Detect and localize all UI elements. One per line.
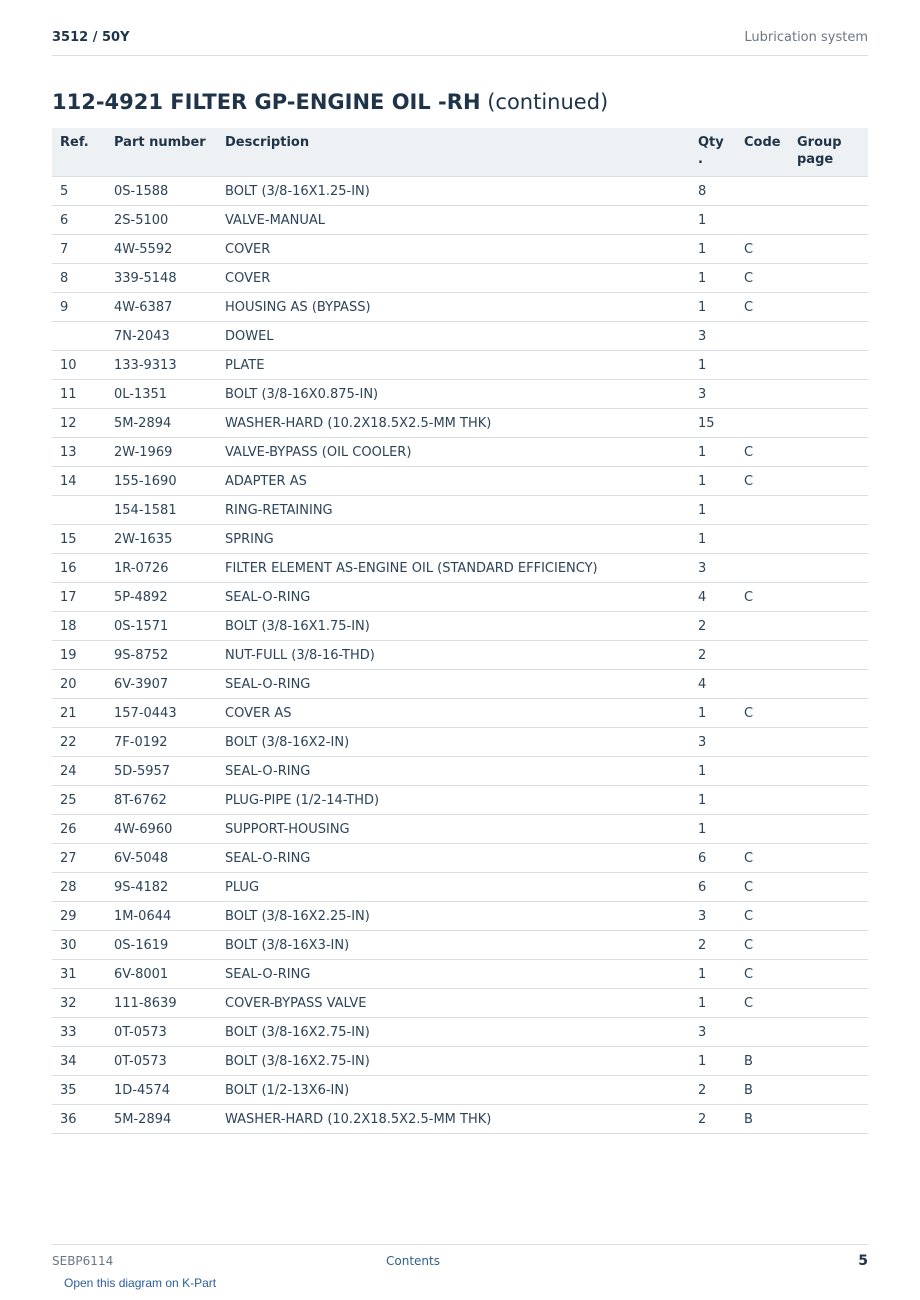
description-cell: VALVE-BYPASS (OIL COOLER) <box>217 438 690 467</box>
part-number-cell: 2W-1635 <box>106 525 217 554</box>
description-cell: PLUG <box>217 873 690 902</box>
part-number-cell: 4W-6960 <box>106 815 217 844</box>
table-row <box>52 728 868 757</box>
ref-cell: 27 <box>52 844 106 873</box>
group-page-cell <box>789 815 868 844</box>
code-cell: C <box>736 699 789 728</box>
description-cell: BOLT (3/8-16X2.75-IN) <box>217 1018 690 1047</box>
part-number-cell: 0S-1588 <box>106 177 217 206</box>
ref-cell: 14 <box>52 467 106 496</box>
ref-cell: 24 <box>52 757 106 786</box>
page-title-main: 112-4921 FILTER GP-ENGINE OIL -RH <box>52 90 481 114</box>
group-page-cell <box>789 960 868 989</box>
qty-cell: 1 <box>690 757 736 786</box>
code-cell <box>736 409 789 438</box>
ref-cell: 33 <box>52 1018 106 1047</box>
group-page-cell <box>789 757 868 786</box>
group-page-cell <box>789 583 868 612</box>
group-page-cell <box>789 844 868 873</box>
ref-cell: 12 <box>52 409 106 438</box>
qty-cell: 8 <box>690 177 736 206</box>
description-cell: BOLT (1/2-13X6-IN) <box>217 1076 690 1105</box>
qty-cell: 2 <box>690 931 736 960</box>
table-row <box>52 960 868 989</box>
description-cell: DOWEL <box>217 322 690 351</box>
qty-cell: 1 <box>690 815 736 844</box>
part-number-cell: 0T-0573 <box>106 1018 217 1047</box>
table-row <box>52 554 868 583</box>
table-row <box>52 235 868 264</box>
group-page-cell <box>789 351 868 380</box>
code-cell: C <box>736 264 789 293</box>
table-row <box>52 293 868 322</box>
part-number-cell: 155-1690 <box>106 467 217 496</box>
ref-cell: 15 <box>52 525 106 554</box>
code-cell: B <box>736 1105 789 1134</box>
group-page-cell <box>789 380 868 409</box>
description-cell: HOUSING AS (BYPASS) <box>217 293 690 322</box>
group-page-cell <box>789 235 868 264</box>
group-page-cell <box>789 931 868 960</box>
ref-cell: 25 <box>52 786 106 815</box>
description-cell: ADAPTER AS <box>217 467 690 496</box>
ref-cell: 29 <box>52 902 106 931</box>
code-cell <box>736 496 789 525</box>
ref-cell: 7 <box>52 235 106 264</box>
qty-cell: 1 <box>690 496 736 525</box>
ref-cell: 21 <box>52 699 106 728</box>
group-page-cell <box>789 670 868 699</box>
description-cell: WASHER-HARD (10.2X18.5X2.5-MM THK) <box>217 409 690 438</box>
qty-cell: 4 <box>690 583 736 612</box>
parts-table-header <box>52 128 868 177</box>
table-row <box>52 1047 868 1076</box>
part-number-cell: 133-9313 <box>106 351 217 380</box>
ref-cell: 13 <box>52 438 106 467</box>
ref-cell: 11 <box>52 380 106 409</box>
description-cell: COVER-BYPASS VALVE <box>217 989 690 1018</box>
description-cell: BOLT (3/8-16X1.75-IN) <box>217 612 690 641</box>
code-cell <box>736 351 789 380</box>
description-cell: COVER AS <box>217 699 690 728</box>
qty-cell: 3 <box>690 322 736 351</box>
description-cell: BOLT (3/8-16X2.25-IN) <box>217 902 690 931</box>
group-page-cell <box>789 322 868 351</box>
table-row <box>52 757 868 786</box>
group-page-cell <box>789 177 868 206</box>
part-number-cell: 1M-0644 <box>106 902 217 931</box>
description-cell: SEAL-O-RING <box>217 960 690 989</box>
code-cell: C <box>736 844 789 873</box>
group-page-cell <box>789 496 868 525</box>
table-row <box>52 815 868 844</box>
description-cell: COVER <box>217 264 690 293</box>
qty-cell: 3 <box>690 902 736 931</box>
code-cell: B <box>736 1076 789 1105</box>
ref-cell: 9 <box>52 293 106 322</box>
qty-cell: 2 <box>690 1076 736 1105</box>
description-cell: SEAL-O-RING <box>217 583 690 612</box>
group-page-cell <box>789 1076 868 1105</box>
table-row <box>52 264 868 293</box>
ref-cell: 30 <box>52 931 106 960</box>
qty-cell: 4 <box>690 670 736 699</box>
group-page-cell <box>789 1018 868 1047</box>
description-cell: NUT-FULL (3/8-16-THD) <box>217 641 690 670</box>
ref-cell <box>52 496 106 525</box>
qty-cell: 2 <box>690 612 736 641</box>
group-page-cell <box>789 438 868 467</box>
part-number-cell: 2W-1969 <box>106 438 217 467</box>
qty-cell: 1 <box>690 1047 736 1076</box>
code-cell: C <box>736 960 789 989</box>
description-cell: PLATE <box>217 351 690 380</box>
part-number-cell: 5M-2894 <box>106 409 217 438</box>
part-number-cell: 5M-2894 <box>106 1105 217 1134</box>
table-row <box>52 351 868 380</box>
part-number-cell: 5P-4892 <box>106 583 217 612</box>
part-number-cell: 5D-5957 <box>106 757 217 786</box>
section-label: Lubrication system <box>744 30 868 45</box>
part-number-cell: 6V-5048 <box>106 844 217 873</box>
ref-cell: 19 <box>52 641 106 670</box>
table-row <box>52 989 868 1018</box>
description-cell: VALVE-MANUAL <box>217 206 690 235</box>
qty-cell: 1 <box>690 699 736 728</box>
description-cell: SEAL-O-RING <box>217 757 690 786</box>
part-number-cell: 339-5148 <box>106 264 217 293</box>
ref-cell: 22 <box>52 728 106 757</box>
qty-cell: 1 <box>690 467 736 496</box>
group-page-cell <box>789 641 868 670</box>
group-page-cell <box>789 554 868 583</box>
table-row <box>52 583 868 612</box>
description-cell: SUPPORT-HOUSING <box>217 815 690 844</box>
part-number-cell: 1D-4574 <box>106 1076 217 1105</box>
table-row <box>52 786 868 815</box>
table-row <box>52 525 868 554</box>
qty-cell: 3 <box>690 380 736 409</box>
table-row <box>52 670 868 699</box>
ref-cell: 35 <box>52 1076 106 1105</box>
code-cell <box>736 177 789 206</box>
qty-cell: 6 <box>690 873 736 902</box>
group-page-cell <box>789 264 868 293</box>
kpart-diagram-link[interactable]: Open this diagram on K-Part <box>64 1276 217 1290</box>
description-cell: SPRING <box>217 525 690 554</box>
document-id: SEBP6114 <box>52 1254 114 1268</box>
part-number-cell: 111-8639 <box>106 989 217 1018</box>
table-row <box>52 380 868 409</box>
contents-link[interactable]: Contents <box>386 1254 440 1268</box>
part-number-cell: 0S-1571 <box>106 612 217 641</box>
page-footer <box>52 1244 868 1275</box>
ref-cell: 20 <box>52 670 106 699</box>
code-cell <box>736 322 789 351</box>
table-row <box>52 409 868 438</box>
parts-table <box>52 128 868 1134</box>
description-cell: BOLT (3/8-16X2.75-IN) <box>217 1047 690 1076</box>
part-number-cell: 9S-8752 <box>106 641 217 670</box>
description-cell: FILTER ELEMENT AS-ENGINE OIL (STANDARD EFFICIENCY) <box>217 554 690 583</box>
description-cell: BOLT (3/8-16X1.25-IN) <box>217 177 690 206</box>
part-number-cell: 154-1581 <box>106 496 217 525</box>
description-cell: BOLT (3/8-16X2-IN) <box>217 728 690 757</box>
code-cell: C <box>736 438 789 467</box>
ref-cell: 36 <box>52 1105 106 1134</box>
group-page-cell <box>789 206 868 235</box>
part-number-cell: 8T-6762 <box>106 786 217 815</box>
code-cell: C <box>736 873 789 902</box>
qty-cell: 2 <box>690 641 736 670</box>
part-number-cell: 2S-5100 <box>106 206 217 235</box>
group-page-cell <box>789 293 868 322</box>
ref-cell: 10 <box>52 351 106 380</box>
model-label: 3512 / 50Y <box>52 30 130 45</box>
table-row <box>52 902 868 931</box>
description-cell: BOLT (3/8-16X3-IN) <box>217 931 690 960</box>
qty-cell: 1 <box>690 960 736 989</box>
code-cell <box>736 554 789 583</box>
qty-cell: 1 <box>690 351 736 380</box>
qty-cell: 3 <box>690 1018 736 1047</box>
page-header <box>52 28 868 56</box>
table-row <box>52 699 868 728</box>
qty-cell: 1 <box>690 525 736 554</box>
group-page-cell <box>789 612 868 641</box>
table-row <box>52 322 868 351</box>
qty-cell: 2 <box>690 1105 736 1134</box>
part-number-cell: 1R-0726 <box>106 554 217 583</box>
description-cell: RING-RETAINING <box>217 496 690 525</box>
group-page-cell <box>789 873 868 902</box>
qty-cell: 1 <box>690 206 736 235</box>
ref-cell: 6 <box>52 206 106 235</box>
code-cell <box>736 815 789 844</box>
part-number-cell: 7F-0192 <box>106 728 217 757</box>
part-number-cell: 0L-1351 <box>106 380 217 409</box>
table-row <box>52 467 868 496</box>
ref-cell: 34 <box>52 1047 106 1076</box>
group-page-cell <box>789 1047 868 1076</box>
group-page-cell <box>789 525 868 554</box>
code-cell: C <box>736 293 789 322</box>
table-row <box>52 844 868 873</box>
code-cell: C <box>736 989 789 1018</box>
ref-cell: 26 <box>52 815 106 844</box>
part-number-cell: 6V-3907 <box>106 670 217 699</box>
table-row <box>52 1076 868 1105</box>
col-header-ref: Ref. <box>52 128 106 177</box>
table-row <box>52 931 868 960</box>
page-title-suffix: (continued) <box>487 90 609 114</box>
code-cell <box>736 757 789 786</box>
table-row <box>52 496 868 525</box>
description-cell: SEAL-O-RING <box>217 844 690 873</box>
table-row <box>52 1105 868 1134</box>
code-cell <box>736 1018 789 1047</box>
code-cell: C <box>736 902 789 931</box>
ref-cell: 5 <box>52 177 106 206</box>
code-cell: C <box>736 467 789 496</box>
part-number-cell: 4W-6387 <box>106 293 217 322</box>
ref-cell: 17 <box>52 583 106 612</box>
page-number: 5 <box>858 1253 868 1269</box>
qty-cell: 6 <box>690 844 736 873</box>
group-page-cell <box>789 989 868 1018</box>
group-page-cell <box>789 467 868 496</box>
code-cell <box>736 670 789 699</box>
description-cell: SEAL-O-RING <box>217 670 690 699</box>
code-cell: B <box>736 1047 789 1076</box>
description-cell: COVER <box>217 235 690 264</box>
part-number-cell: 7N-2043 <box>106 322 217 351</box>
group-page-cell <box>789 1105 868 1134</box>
code-cell <box>736 641 789 670</box>
ref-cell: 28 <box>52 873 106 902</box>
group-page-cell <box>789 409 868 438</box>
qty-cell: 1 <box>690 989 736 1018</box>
table-row <box>52 873 868 902</box>
table-row <box>52 612 868 641</box>
code-cell <box>736 525 789 554</box>
ref-cell: 31 <box>52 960 106 989</box>
qty-cell: 1 <box>690 235 736 264</box>
code-cell: C <box>736 583 789 612</box>
code-cell: C <box>736 235 789 264</box>
qty-cell: 1 <box>690 438 736 467</box>
ref-cell <box>52 322 106 351</box>
part-number-cell: 157-0443 <box>106 699 217 728</box>
code-cell <box>736 786 789 815</box>
part-number-cell: 9S-4182 <box>106 873 217 902</box>
table-row <box>52 177 868 206</box>
ref-cell: 32 <box>52 989 106 1018</box>
part-number-cell: 0S-1619 <box>106 931 217 960</box>
code-cell <box>736 612 789 641</box>
group-page-cell <box>789 902 868 931</box>
code-cell <box>736 380 789 409</box>
col-header-qty: Qty . <box>690 128 736 177</box>
qty-cell: 1 <box>690 293 736 322</box>
parts-table-body <box>52 177 868 1134</box>
qty-cell: 1 <box>690 264 736 293</box>
qty-cell: 1 <box>690 786 736 815</box>
part-number-cell: 4W-5592 <box>106 235 217 264</box>
col-header-part-number: Part number <box>106 128 217 177</box>
table-row <box>52 206 868 235</box>
qty-cell: 3 <box>690 728 736 757</box>
table-row <box>52 1018 868 1047</box>
ref-cell: 16 <box>52 554 106 583</box>
code-cell <box>736 206 789 235</box>
qty-cell: 15 <box>690 409 736 438</box>
table-row <box>52 438 868 467</box>
col-header-code: Code <box>736 128 789 177</box>
group-page-cell <box>789 728 868 757</box>
table-row <box>52 641 868 670</box>
group-page-cell <box>789 699 868 728</box>
code-cell <box>736 728 789 757</box>
col-header-description: Description <box>217 128 690 177</box>
part-number-cell: 6V-8001 <box>106 960 217 989</box>
page-title <box>52 90 608 114</box>
ref-cell: 18 <box>52 612 106 641</box>
part-number-cell: 0T-0573 <box>106 1047 217 1076</box>
group-page-cell <box>789 786 868 815</box>
col-header-group-page: Group page <box>789 128 868 177</box>
qty-cell: 3 <box>690 554 736 583</box>
description-cell: BOLT (3/8-16X0.875-IN) <box>217 380 690 409</box>
description-cell: WASHER-HARD (10.2X18.5X2.5-MM THK) <box>217 1105 690 1134</box>
ref-cell: 8 <box>52 264 106 293</box>
code-cell: C <box>736 931 789 960</box>
description-cell: PLUG-PIPE (1/2-14-THD) <box>217 786 690 815</box>
